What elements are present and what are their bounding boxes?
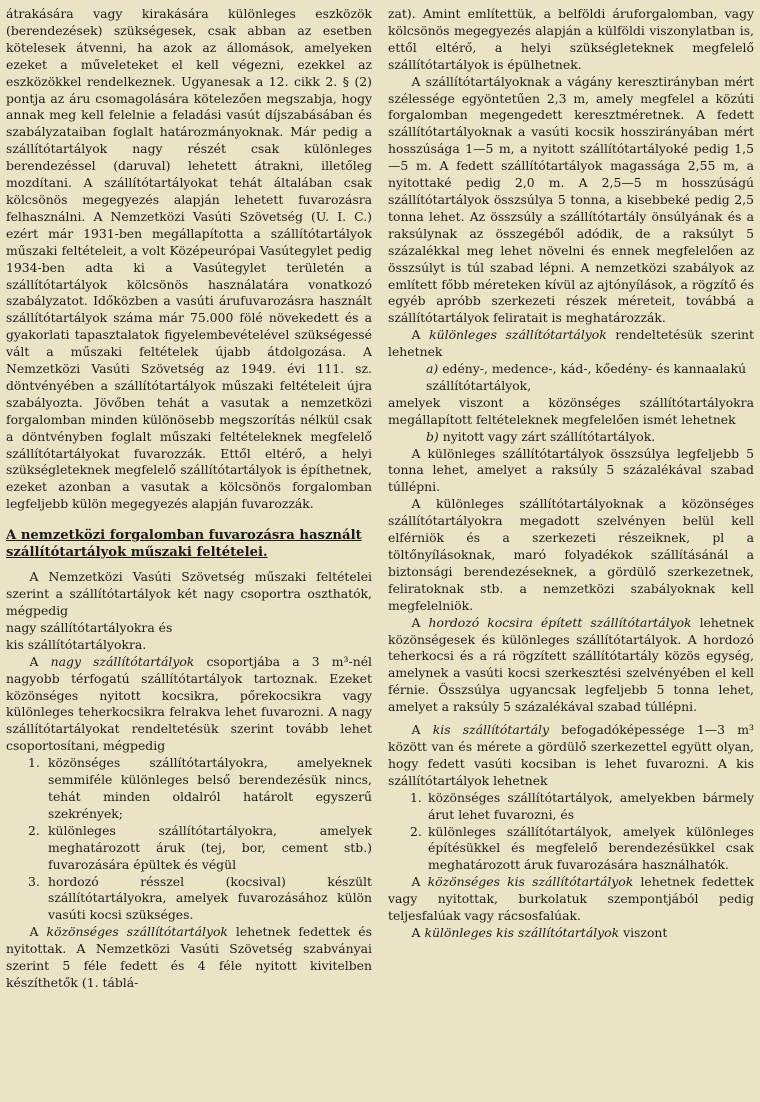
left-paragraph-1-line-1: nagy szállítótartályokra és: [6, 619, 173, 635]
right-paragraph-2: [388, 327, 754, 361]
right-paragraph-2-lead: A: [411, 327, 430, 343]
right-paragraph-2-term: különleges szállítótartályok: [429, 327, 607, 343]
left-paragraph-3-term: közönséges szállítótartályok: [46, 924, 228, 940]
list-item-text: közönséges szállítótartályok, amelyekben bármely árut lehet fuvarozni, és: [428, 789, 754, 822]
right-paragraph-2-rest: rendeltetésük szerint lehetnek: [388, 327, 754, 360]
right-paragraph-8-term: közönséges kis szállítótartályok: [427, 874, 634, 890]
left-paragraph-2: [6, 654, 372, 755]
left-paragraph-3-rest: lehetnek fedettek és nyitottak. A Nemzetközi Vasúti Szövetség szabványai szerint 5 féle fedett és 4 féle nyitott kivitelben készíthetők (1. táblá-: [6, 924, 372, 990]
right-paragraph-6-term: hordozó kocsira épített szállítótartályok: [428, 614, 692, 630]
right-paragraph-9: [388, 925, 754, 942]
right-paragraph-8: [388, 874, 754, 925]
left-intro-paragraph: átrakására vagy kirakására különleges eszközök (berendezések) szükségesek, csak abban az esetben kötelesek átvenni, ha azok az állomások, amelyeken ezeket a műveleteket el kell végezni, ezekkel az eszközökkel rendelkeznek. Ugyanesak a 12. cikk 2. § (2) pontja az áru csomagolására kötelezően megszabja, hogy annak meg kell felelnie a feladási vasút díjszabásában és szabályzataiban foglalt határozmányoknak. Már pedig a szállítótartályok nagy részét csak különleges berendezéssel (daruval) lehetett átrakni, illetőleg mozdítani. A szállítótartályokat tehát általában csak kölcsönös megegyezés alapján lehetett fuvarozásra felhasználni. A Nemzetközi Vasúti Szövetség (U. I. C.) ezért már 1931-ben megállapította a szállítótartályok műszaki feltételeit, a volt Középeurópai Vasútegylet pedig 1934-ben adta ki a Vasútegylet területén a szállítótartályok kölcsönös használatára vonatkozó szabályzatot. Időközben a vasúti árufuvarozásra használt szállítótartályok száma már 75.000 fölé növekedett és a gyakorlati tapasztalatok figyelembevételével szükségessé vált a műszaki feltételek újabb átdolgozása. A Nemzetközi Vasúti Szövetség az 1949. évi 111. sz. döntvényében a szállítótartályok műszaki feltételeit újra szabályozta. Jövőben tehát a vasutak a nemzetközi forgalomban minden különösebb megszorítás nélkül csak a döntvényben foglalt műszaki feltételeknek megfelelő szállítótartályokat fuvarozzák. Ettől eltérő, a helyi szükségleteknek megfelelő szállítótartályok is építhetnek, ezeket azonban a vasutak a kölcsönös forgalomban legfeljebb külön megegyezés alapján fuvarozzák.: [6, 6, 372, 512]
sub-item-b-label: b): [426, 428, 439, 444]
list-item-text: különleges szállítótartályokra, amelyek meghatározott áruk (tej, bor, cement stb.) fuvarozására épültek és végül: [48, 822, 372, 872]
list-item: [6, 755, 372, 823]
right-paragraph-3: amelyek viszont a közönséges szállítótartályokra megállapított feltételeknek megfelelően ismét lehetnek: [388, 394, 754, 427]
right-paragraph-8-lead: A: [411, 874, 428, 890]
right-paragraph-6: [388, 615, 754, 716]
right-paragraph-6-lead: A: [411, 614, 429, 630]
right-intro-paragraph: zat). Amint említettük, a belföldi áruforgalomban, vagy kölcsönös megegyezés alapján a külföldi viszonylatban is, ettől eltérő, a helyi szükségleteknek megfelelő szállítótartályok is épülhetnek.: [388, 6, 754, 72]
right-paragraph-9-rest: viszont: [619, 924, 668, 940]
list-item-number: 3.: [28, 873, 40, 889]
right-paragraph-9-term: különleges kis szállítótartályok: [424, 924, 620, 940]
left-list: [6, 755, 372, 924]
list-item-number: 1.: [410, 789, 422, 805]
right-paragraph-7-rest: befogadóképessége 1—3 m³ között van és mérete a gördülő szerkezettel együtt olyan, hogy fedett vasúti kocsiban is lehet fuvarozni. A kis szállítótartályok lehetnek: [388, 722, 754, 788]
list-item-text: közönséges szállítótartályokra, amelyeknek semmiféle különleges belső berendezésük nincs, tehát minden oldalról határolt egyszerű szekrények;: [48, 755, 372, 821]
list-item-number: 2.: [410, 823, 422, 839]
section-heading: A nemzetközi forgalomban fuvarozásra használt szállítótartályok műszaki feltételei.: [6, 528, 362, 561]
list-item: [388, 790, 754, 824]
sub-item-b: [388, 429, 754, 446]
sub-item-b-text: nyitott vagy zárt szállítótartályok.: [442, 428, 656, 444]
right-paragraph-4: A különleges szállítótartályok összsúlya legfeljebb 5 tonna lehet, amelyet a raksúly 5 százalékával szabad túllépni.: [388, 445, 754, 495]
right-paragraph-9-lead: A: [411, 924, 425, 940]
right-paragraph-7-lead: A: [411, 722, 433, 738]
list-item-number: 2.: [28, 822, 40, 838]
sub-item-a: [388, 361, 754, 395]
right-paragraph-6-rest: lehetnek közönségesek és különleges szállítótartályok. A hordozó teherkocsi és a rá rögzített szállítótartály közös egység, amelynek a vasúti kocsi szerkesztési szelvényében el kell férnie. Összsúlya ugyancsak legfeljebb 5 tonna lehet, amelyet a raksúly 5 százalékával szabad túllépni.: [388, 614, 754, 715]
list-item: [6, 823, 372, 874]
list-item-number: 1.: [28, 755, 40, 771]
list-item-text: különleges szállítótartályok, amelyek különleges építésükkel és megfelelő berendezésükkel csak meghatározott áruk fuvarozására használhatók.: [428, 823, 754, 873]
list-item-text: hordozó résszel (kocsival) készült szállítótartályokra, amelyek fuvarozásához külön vasúti kocsi szükséges.: [48, 873, 372, 923]
left-paragraph-2-lead: A: [29, 653, 51, 669]
left-paragraph-3-lead: A: [29, 924, 47, 940]
right-paragraph-7-term: kis szállítótartály: [432, 722, 549, 738]
left-column: [6, 6, 372, 1102]
sub-item-a-label: a): [426, 361, 439, 377]
right-paragraph-7: [388, 722, 754, 790]
right-list: [388, 790, 754, 875]
right-paragraph-8-rest: lehetnek fedettek vagy nyitottak, burkolatuk szempontjából pedig teljesfalúak vagy rácsosfalúak.: [388, 874, 754, 924]
left-paragraph-3: [6, 924, 372, 992]
right-paragraph-5: A különleges szállítótartályoknak a közönséges szállítótartályokra megadott szelvényen belül kell elférniök és a szerkezeti részeiknek, pl a töltőnyílásoknak, maró folyadékok szállításánál a biztonsági berendezéseknek, a gördülő szerkezetnek, feliratoknak stb. a nemzetközi szabályoknak kell megfelelniök.: [388, 496, 754, 613]
left-paragraph-1-line-2: kis szállítótartályokra.: [6, 636, 147, 652]
left-paragraph-2-rest: csoportjába a 3 m³-nél nagyobb térfogatú szállítótartályok tartoznak. Ezeket közönséges nyitott kocsikra, pőrekocsikra vagy különleges teherkocsikra felrakva lehet fuvarozni. A nagy szállítótartályokat rendeltetésük szerint tovább lehet csoportosítani, mégpedig: [6, 653, 372, 754]
left-paragraph-2-term: nagy szállítótartályok: [50, 653, 195, 669]
right-paragraph-1: A szállítótartályoknak a vágány keresztirányban mért szélessége egyöntetűen 2,3 m, amely megfelel a közúti forgalomban megengedett keresztméretnek. A fedett szállítótartályoknak a vasúti kocsik hosszirányában mért hosszúsága 1—5 m, a nyitott szállítótartályoké pedig 1,5—5 m. A fedett szállítótartályok magassága 2,55 m, a nyitottaké pedig 2,0 m. A 2,5—5 m hosszúságú szállítótartályok összsúlya 5 tonna, a kisebbeké pedig 2,5 tonna lehet. Az összsúly a szállítótartály önsúlyának és a raksúlynak az összegéből adódik, de a raksúlyt 5 százalékkal meg lehet növelni és ennek megfelelően az összsúlyt is túl szabad lépni. A nemzetközi szabályok az említett főbb méreteken kívül az ajtónyílások, a rögzítő és egyéb apróbb szerkezeti részek méreteit, továbbá a szállítótartályok feliratait is meghatározzák.: [388, 73, 754, 326]
list-item: [388, 824, 754, 875]
list-item: [6, 874, 372, 925]
sub-item-a-text: edény-, medence-, kád-, kőedény- és kannaalakú szállítótartályok,: [426, 361, 747, 393]
left-paragraph-1: A Nemzetközi Vasúti Szövetség műszaki feltételei szerint a szállítótartályok két nagy csoportra oszthatók, mégpedig: [6, 569, 372, 618]
right-column: [388, 6, 754, 1102]
